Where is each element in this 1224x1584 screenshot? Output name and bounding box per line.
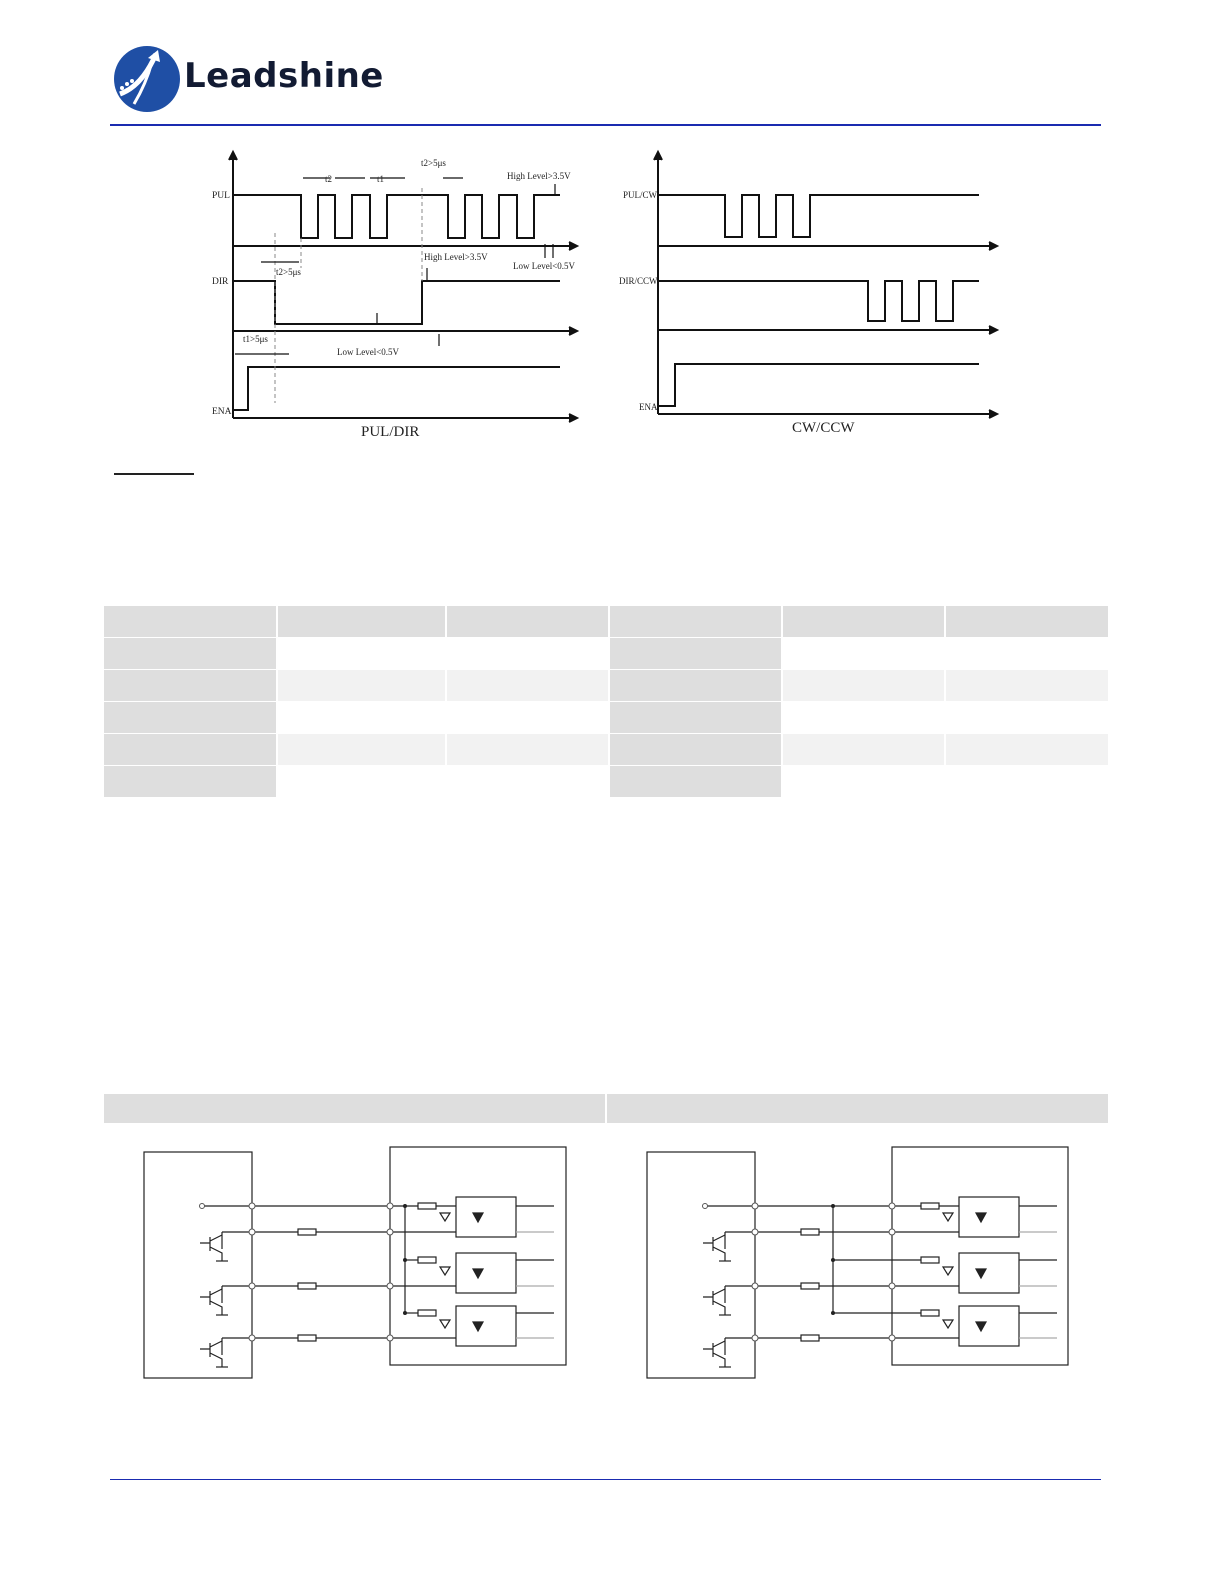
diagram-title-pul-dir: PUL/DIR: [361, 424, 420, 440]
label-low-level-bottom: Low Level<0.5V: [337, 347, 400, 357]
table-row-header: [610, 670, 781, 701]
circuit-header-left: [104, 1094, 605, 1123]
table-row-header: [104, 702, 276, 733]
table-cell: [783, 734, 944, 765]
label-t2-5us-mid: t2>5μs: [276, 267, 301, 277]
table-cell: [946, 734, 1108, 765]
label-pul-cw: PUL/CW: [623, 190, 658, 200]
table-cell: [447, 606, 608, 637]
table-row-header: [610, 702, 781, 733]
table-row-header: [610, 766, 781, 797]
section-underline: [114, 473, 194, 475]
label-pul: PUL: [212, 191, 230, 201]
table-row-header: [610, 638, 781, 669]
table-cell: [946, 670, 1108, 701]
table-row-header: [104, 670, 276, 701]
label-dir-ccw: DIR/CCW: [619, 276, 658, 286]
timing-diagram-pul-dir: [205, 148, 600, 443]
timing-diagram-cw-ccw: [617, 148, 1002, 443]
table-cell: [783, 670, 944, 701]
diagram-title-cw-ccw: CW/CCW: [792, 420, 855, 436]
label-dir: DIR: [212, 277, 229, 287]
header-rule: [110, 124, 1101, 126]
table-cell: [278, 670, 445, 701]
label-t1-top: t1: [377, 174, 385, 184]
label-high-level-top: High Level>3.5V: [507, 171, 571, 181]
label-low-level-right: Low Level<0.5V: [513, 261, 576, 271]
table-row-header: [104, 766, 276, 797]
circuit-header-right: [607, 1094, 1108, 1123]
table-row-header: [104, 734, 276, 765]
table-cell: [783, 606, 944, 637]
table-cell: [104, 606, 276, 637]
label-ena: ENA: [212, 407, 232, 417]
table-cell: [278, 734, 445, 765]
label-high-level-mid: High Level>3.5V: [424, 252, 488, 262]
leadshine-logo-icon: [112, 44, 182, 114]
table-row-header: [104, 638, 276, 669]
footer-rule: [110, 1479, 1101, 1480]
label-t2-top: t2: [325, 174, 333, 184]
table-cell: [447, 734, 608, 765]
table-cell: [447, 670, 608, 701]
label-t1-5us: t1>5μs: [243, 334, 268, 344]
table-cell: [278, 606, 445, 637]
brand-name: Leadshine: [184, 56, 384, 96]
label-t2-5us-top: t2>5μs: [421, 158, 446, 168]
table-row-header: [610, 734, 781, 765]
label-ena-ccw: ENA: [639, 402, 658, 412]
circuit-diagram-right: [643, 1143, 1073, 1383]
circuit-diagram-left: [140, 1143, 570, 1383]
table-cell: [946, 606, 1108, 637]
table-cell: [610, 606, 781, 637]
